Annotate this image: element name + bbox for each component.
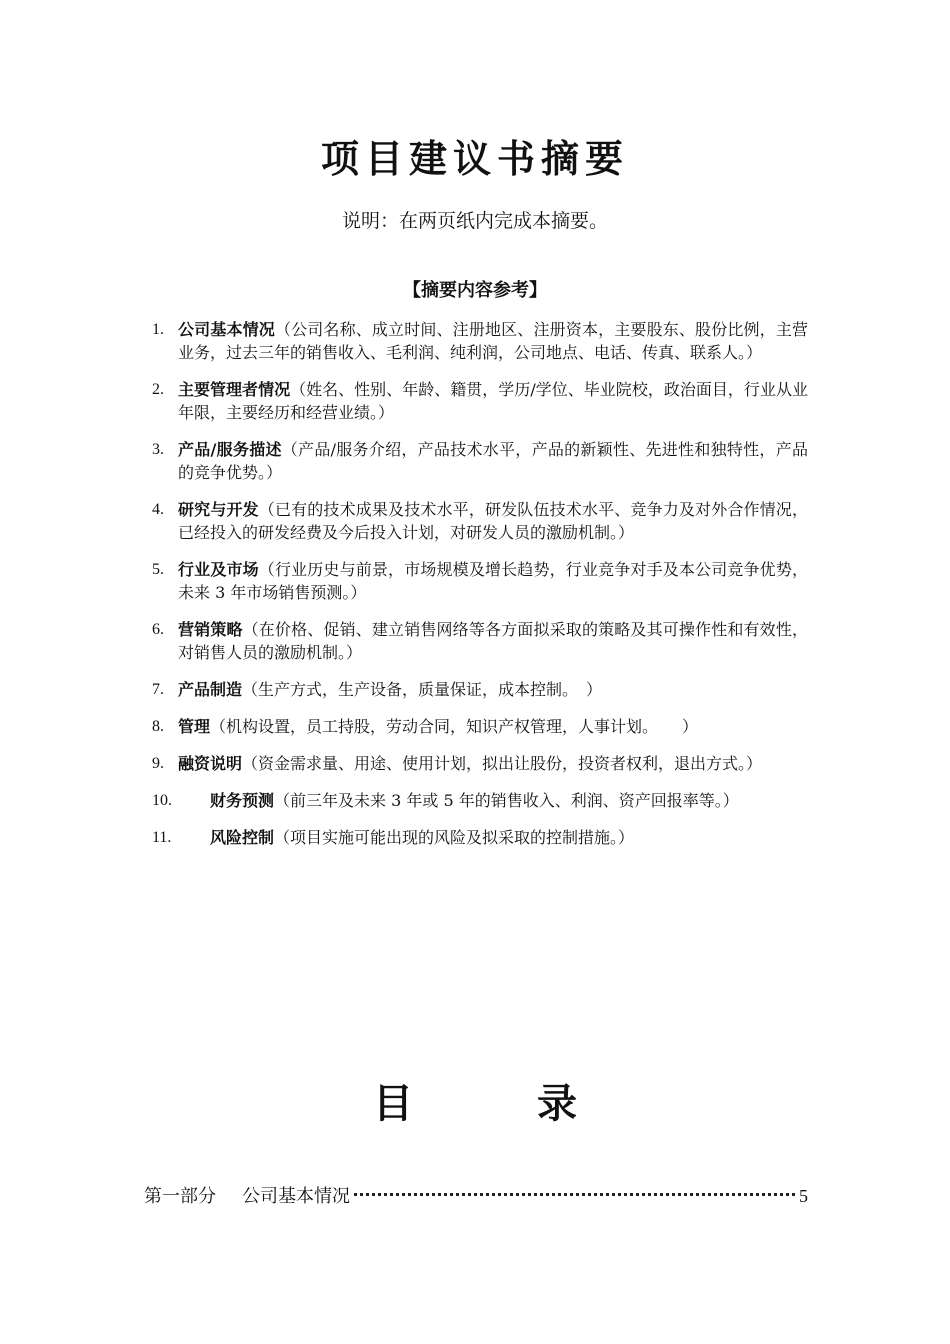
- list-item: [152, 318, 808, 364]
- list-item: [152, 752, 808, 775]
- item-title: 产品制造: [178, 680, 243, 699]
- item-title: 财务预测: [210, 791, 275, 810]
- toc-entry-part: 第一部分: [144, 1186, 216, 1207]
- item-content: [178, 715, 808, 738]
- item-number: 8.: [152, 718, 164, 735]
- item-number: 7.: [152, 681, 164, 698]
- item-description: （公司名称、成立时间、注册地区、注册资本，主要股东、股份比例，主营业务，过去三年的销售收入、毛利润、纯利润，公司地点、电话、传真、联系人。）: [178, 320, 808, 362]
- item-title: 主要管理者情况: [178, 380, 291, 399]
- item-title: 融资说明: [178, 754, 243, 773]
- toc-entry[interactable]: [144, 1182, 808, 1208]
- item-content: [210, 826, 808, 849]
- toc-title: 目 录: [373, 1081, 577, 1127]
- item-title: 产品/服务描述: [178, 440, 282, 459]
- item-number: 3.: [152, 441, 164, 458]
- item-content: [178, 498, 808, 544]
- toc-entry-page: 5: [799, 1186, 808, 1206]
- list-item: [152, 378, 808, 424]
- document-title: 项目建议书摘要: [320, 137, 629, 181]
- item-description: （前三年及未来 3 年或 5 年的销售收入、利润、资产回报率等。）: [274, 791, 739, 810]
- item-title: 营销策略: [178, 620, 243, 639]
- item-number: 4.: [152, 501, 164, 518]
- item-title: 研究与开发: [178, 500, 259, 519]
- item-content: [178, 752, 808, 775]
- item-number: 11.: [152, 829, 172, 846]
- list-item: [152, 438, 808, 484]
- item-description: （已有的技术成果及技术水平，研发队伍技术水平、竞争力及对外合作情况，已经投入的研发经费及今后投入计划，对研发人员的激励机制。）: [178, 500, 808, 542]
- item-number: 2.: [152, 381, 164, 398]
- toc-leader-dots: [354, 1193, 795, 1196]
- item-number: 1.: [152, 321, 164, 338]
- item-content: [210, 789, 808, 812]
- item-content: [178, 438, 808, 484]
- item-title: 风险控制: [210, 828, 275, 847]
- item-number: 10.: [152, 792, 172, 809]
- item-title: 行业及市场: [178, 560, 259, 579]
- item-description: （姓名、性别、年龄、籍贯，学历/学位、毕业院校，政治面目，行业从业年限，主要经历和经营业绩。）: [178, 380, 808, 422]
- item-content: [178, 378, 808, 424]
- item-description: （在价格、促销、建立销售网络等各方面拟采取的策略及其可操作性和有效性，对销售人员的激励机制。）: [178, 620, 808, 662]
- item-description: （行业历史与前景，市场规模及增长趋势，行业竞争对手及本公司竞争优势，未来 3 年市场销售预测。）: [178, 560, 808, 602]
- item-content: [178, 618, 808, 664]
- list-item: [152, 715, 808, 738]
- summary-items-list: [152, 318, 808, 863]
- instruction-note: 说明：在两页纸内完成本摘要。: [341, 210, 608, 232]
- item-description: （机构设置，员工持股，劳动合同，知识产权管理，人事计划。 ）: [210, 717, 699, 736]
- item-title: 公司基本情况: [178, 320, 275, 339]
- toc-entry-name: 公司基本情况: [242, 1186, 350, 1207]
- item-number: 6.: [152, 621, 164, 638]
- item-content: [178, 678, 808, 701]
- item-description: （生产方式，生产设备，质量保证，成本控制。 ）: [242, 680, 603, 699]
- item-description: （项目实施可能出现的风险及拟采取的控制措施。）: [274, 828, 635, 847]
- item-title: 管理: [178, 717, 211, 736]
- item-description: （产品/服务介绍，产品技术水平，产品的新颖性、先进性和独特性，产品的竞争优势。）: [178, 440, 808, 482]
- item-description: （资金需求量、用途、使用计划，拟出让股份，投资者权利，退出方式。）: [242, 754, 763, 773]
- item-content: [178, 558, 808, 604]
- list-item: [152, 789, 808, 812]
- list-item: [152, 678, 808, 701]
- list-item: [152, 826, 808, 849]
- item-number: 9.: [152, 755, 164, 772]
- item-content: [178, 318, 808, 364]
- list-item: [152, 618, 808, 664]
- list-item: [152, 558, 808, 604]
- list-item: [152, 498, 808, 544]
- reference-heading: 【摘要内容参考】: [403, 280, 547, 301]
- item-number: 5.: [152, 561, 164, 578]
